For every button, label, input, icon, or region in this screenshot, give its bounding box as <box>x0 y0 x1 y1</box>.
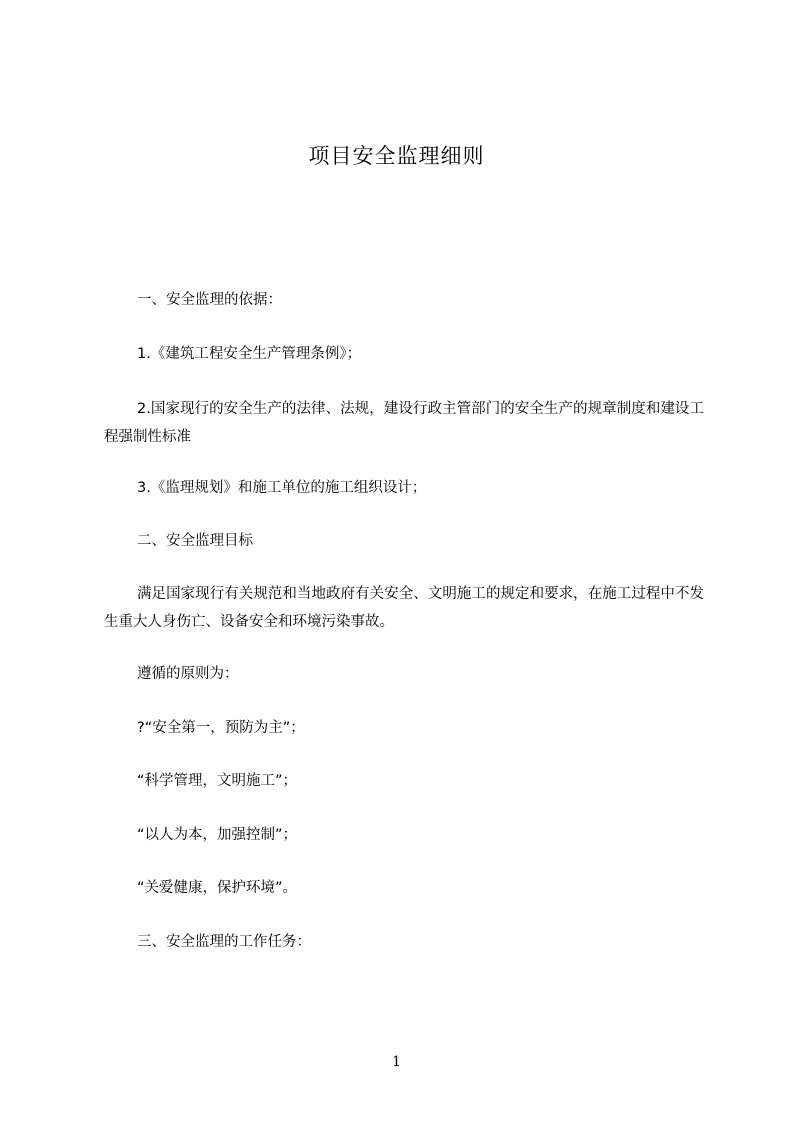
principle-4: “关爱健康，保护环境”。 <box>137 880 298 896</box>
basis-item-3: 3.《监理规划》和施工单位的施工组织设计； <box>137 480 427 496</box>
principle-3: “以人为本，加强控制”； <box>137 827 298 843</box>
section-heading-goals: 二、安全监理目标 <box>137 533 253 549</box>
basis-item-1: 1.《建筑工程安全生产管理条例》； <box>137 346 362 362</box>
goals-paragraph: 满足国家现行有关规范和当地政府有关安全、文明施工的规定和要求，在施工过程中不发生重大人身伤亡、设备安全和环境污染事故。 <box>104 586 704 630</box>
principle-1: ?“安全第一，预防为主”； <box>137 720 305 736</box>
basis-item-2: 2.国家现行的安全生产的法律、法规，建设行政主管部门的安全生产的规章制度和建设工程强制性标准 <box>104 401 704 445</box>
document-title: 项目安全监理细则 <box>308 144 485 168</box>
section-heading-tasks: 三、安全监理的工作任务： <box>137 934 311 950</box>
principle-2: “科学管理，文明施工”； <box>137 773 298 789</box>
section-heading-basis: 一、安全监理的依据： <box>137 292 282 308</box>
principles-intro: 遵循的原则为： <box>137 666 239 682</box>
page-number: 1 <box>392 1054 401 1070</box>
